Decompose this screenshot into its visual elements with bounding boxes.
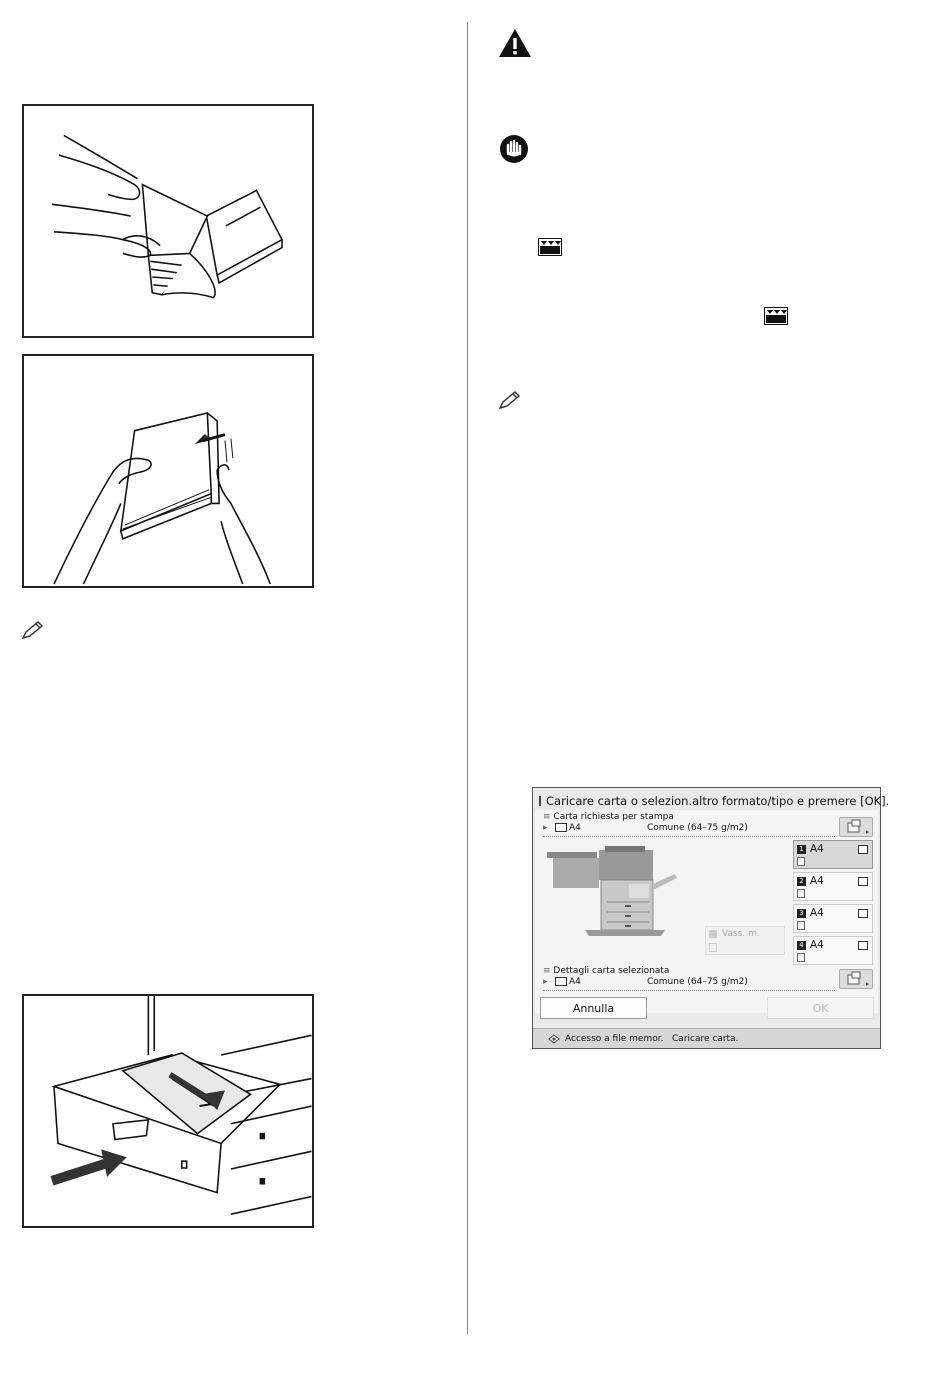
tray-number: 3 bbox=[797, 909, 806, 918]
paper-orientation-icon bbox=[555, 977, 567, 986]
paper-settings-icon bbox=[840, 970, 872, 988]
divider bbox=[543, 990, 835, 991]
cancel-button[interactable]: Annulla bbox=[540, 997, 647, 1019]
paper-label-icon bbox=[538, 238, 562, 256]
ok-button[interactable]: OK bbox=[767, 997, 874, 1019]
tray-4-button[interactable] bbox=[793, 936, 873, 965]
selected-section: ≡ Dettagli carta selezionata bbox=[543, 966, 670, 976]
tray-3-button[interactable] bbox=[793, 904, 873, 933]
manual-feed-label: Vass. m. bbox=[722, 929, 760, 939]
tray-check bbox=[797, 921, 805, 930]
paper-orientation-icon bbox=[555, 823, 567, 832]
tray-size: A4 bbox=[810, 939, 824, 951]
tray-number: 1 bbox=[797, 845, 806, 854]
selected-type: Comune (64–75 g/m2) bbox=[647, 977, 748, 987]
screen-title-text: Caricare carta o selezion.altro formato/tipo e premere [OK]. bbox=[546, 794, 890, 808]
paper-label-icon bbox=[764, 307, 788, 325]
tray-check bbox=[797, 857, 805, 866]
stop-hand-icon bbox=[499, 134, 529, 164]
tray-number: 2 bbox=[797, 877, 806, 886]
selected-paper-row: ▸ A4 Comune (64–75 g/m2) bbox=[543, 977, 748, 987]
printer-illustration bbox=[545, 844, 695, 944]
manual-feed-tray bbox=[705, 926, 785, 955]
paper-orientation-icon bbox=[858, 877, 868, 886]
paper-settings-button[interactable] bbox=[839, 817, 873, 837]
illustration-fanning-paper bbox=[22, 104, 314, 338]
divider bbox=[543, 836, 835, 837]
screen-icon bbox=[539, 796, 541, 806]
warning-triangle-icon bbox=[498, 28, 532, 58]
manual-feed-check bbox=[709, 943, 717, 952]
illustration-aligning-stack bbox=[22, 354, 314, 588]
pencil-icon bbox=[497, 390, 523, 412]
paper-orientation-icon bbox=[858, 909, 868, 918]
tray-check bbox=[797, 889, 805, 898]
column-divider bbox=[467, 22, 468, 1334]
requested-type: Comune (64–75 g/m2) bbox=[647, 823, 748, 833]
selected-size: A4 bbox=[569, 977, 581, 987]
tray-1-button[interactable] bbox=[793, 840, 873, 869]
paper-orientation-icon bbox=[858, 941, 868, 950]
manual-feed-icon bbox=[709, 930, 717, 938]
tray-check bbox=[797, 953, 805, 962]
tray-number: 4 bbox=[797, 941, 806, 950]
requested-paper-row: ▸ A4 Comune (64–75 g/m2) bbox=[543, 823, 748, 833]
paper-settings-icon bbox=[840, 818, 872, 836]
pencil-icon bbox=[20, 620, 46, 642]
tray-2-button[interactable] bbox=[793, 872, 873, 901]
status-bar bbox=[533, 1028, 880, 1048]
status-text: Accesso a file memor. Caricare carta. bbox=[565, 1033, 739, 1044]
selected-section-label: Dettagli carta selezionata bbox=[553, 966, 670, 976]
screen-title bbox=[539, 793, 890, 809]
tray-size: A4 bbox=[810, 875, 824, 887]
requested-section-label: Carta richiesta per stampa bbox=[553, 812, 674, 822]
requested-section: ≡ Carta richiesta per stampa bbox=[543, 812, 674, 822]
tray-size: A4 bbox=[810, 907, 824, 919]
screen-body bbox=[535, 810, 878, 1013]
tray-size: A4 bbox=[810, 843, 824, 855]
touch-panel-screen bbox=[532, 787, 890, 1049]
paper-orientation-icon bbox=[858, 845, 868, 854]
requested-size: A4 bbox=[569, 823, 581, 833]
memory-access-icon bbox=[547, 1033, 561, 1045]
illustration-loading-drawer bbox=[22, 994, 314, 1228]
selected-settings-button[interactable] bbox=[839, 969, 873, 989]
